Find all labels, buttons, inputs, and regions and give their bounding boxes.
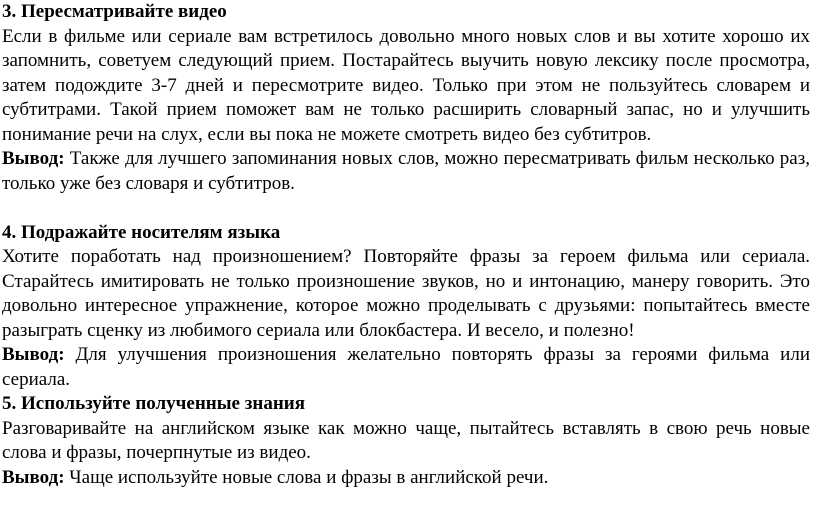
section-body: Хотите поработать над произношением? Повторяйте фразы за героем фильма или сериала. Старайтесь имитировать не только произношение звуков, но и интонацию, манеру говорить. Это довольно интересное упражнение, которое можно проделывать с друзьями: попытайтесь вместе разыграть сценку из любимого сериала или блокбастера. И весело, и полезно! <box>2 246 810 341</box>
section-conclusion <box>2 466 810 491</box>
conclusion-label: Вывод: <box>2 344 65 365</box>
section-body: Если в фильме или сериале вам встретилось довольно много новых слов и вы хотите хорошо их запомнить, советуем следующий прием. Постарайтесь выучить новую лексику после просмотра, затем подождите 3-7 дней и пересмотрите видео. Только при этом не пользуйтесь словарем и субтитрами. Такой прием поможет вам не только расширить словарный запас, но и улучшить понимание речи на слух, если вы пока не можете смотреть видео без субтитров. <box>2 25 810 145</box>
section-conclusion <box>2 147 810 196</box>
section-body: Разговаривайте на английском языке как можно чаще, пытайтесь вставлять в свою речь новые слова и фразы, почерпнутые из видео. <box>2 417 810 463</box>
section-spacer <box>2 196 810 221</box>
conclusion-text: Также для лучшего запоминания новых слов, можно пересматривать фильм несколько раз, только уже без словаря и субтитров. <box>2 148 810 194</box>
conclusion-label: Вывод: <box>2 466 65 488</box>
section-heading: 4. Подражайте носителям языка <box>2 221 281 243</box>
conclusion-text: Чаще используйте новые слова и фразы в английской речи. <box>64 466 549 488</box>
section-5 <box>2 392 810 490</box>
section-4 <box>2 221 810 393</box>
section-conclusion <box>2 343 810 392</box>
section-3 <box>2 0 810 196</box>
conclusion-text: Для улучшения произношения желательно повторять фразы за героями фильма или сериала. <box>2 344 810 390</box>
conclusion-label: Вывод: <box>2 148 65 169</box>
section-heading: 3. Пересматривайте видео <box>2 1 227 22</box>
section-heading: 5. Используйте полученные знания <box>2 393 305 414</box>
